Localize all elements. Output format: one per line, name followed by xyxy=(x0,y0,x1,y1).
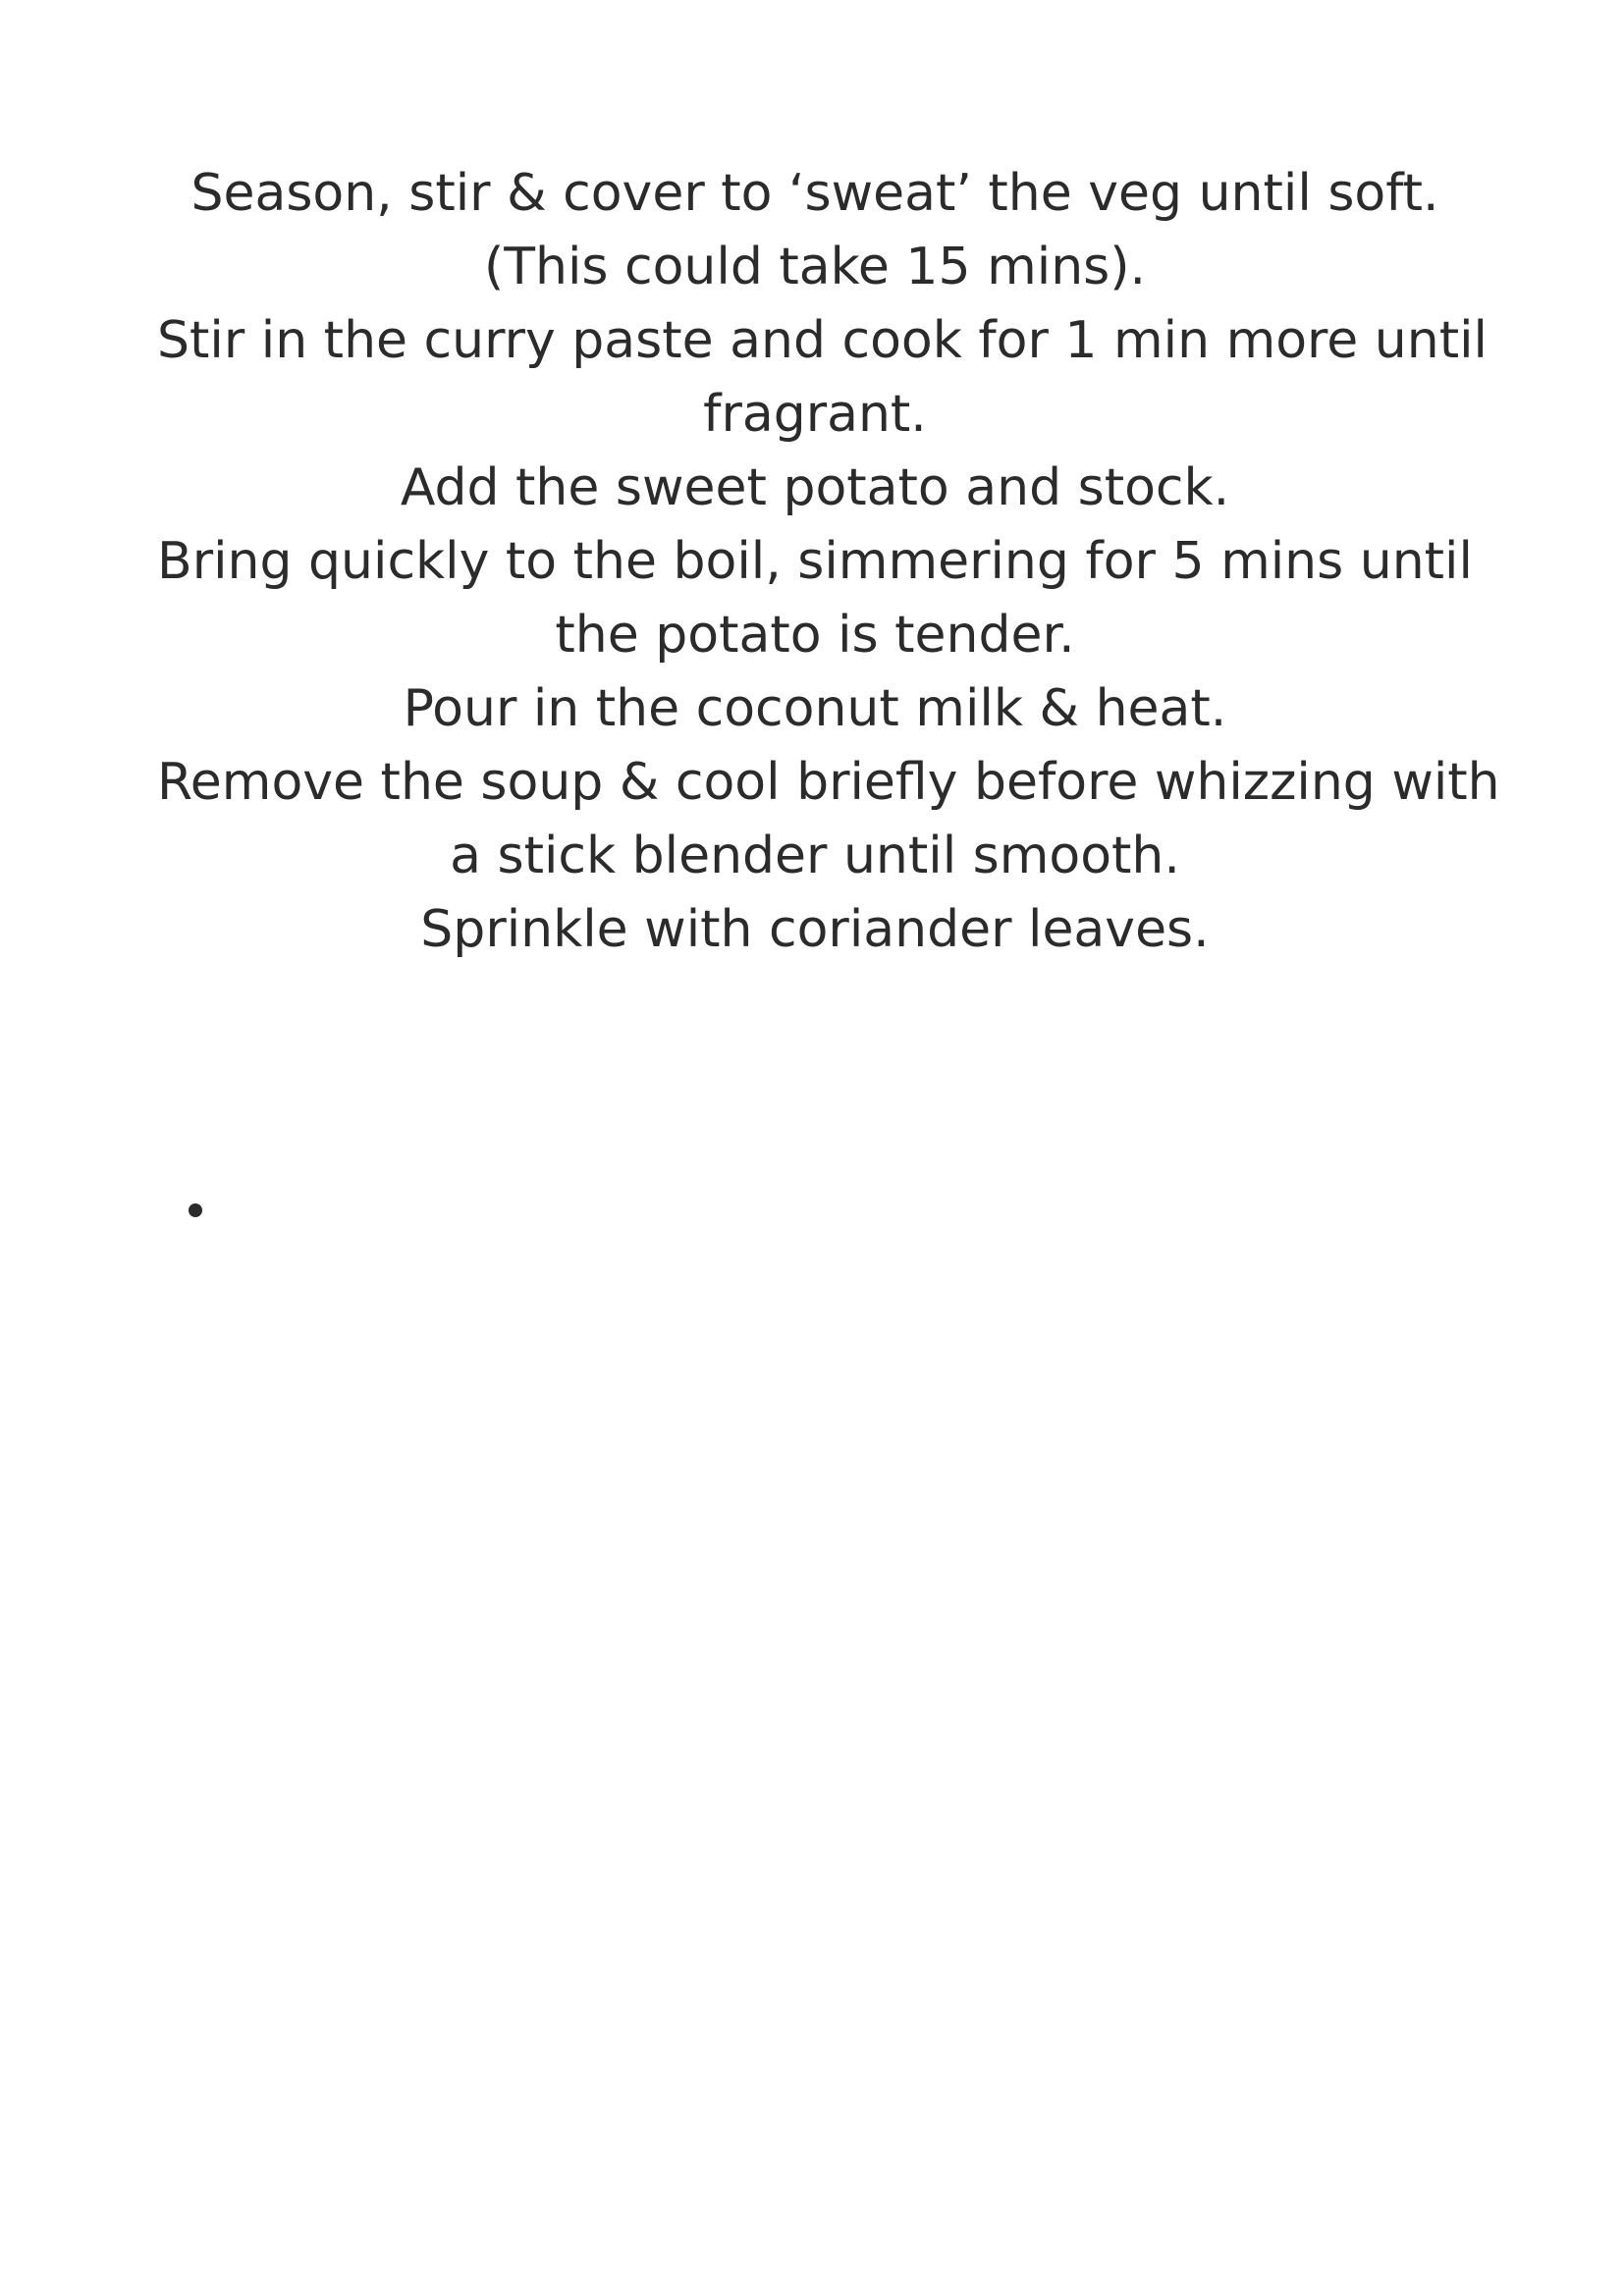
method-line: Add the sweet potato and stock. xyxy=(400,458,1230,517)
method-line: a stick blender until smooth. xyxy=(450,827,1180,885)
method-line: (This could take 15 mins). xyxy=(483,238,1147,296)
empty-bullet-point xyxy=(189,1203,202,1217)
method-line: Pour in the coconut milk & heat. xyxy=(403,679,1227,738)
method-line: Stir in the curry paste and cook for 1 min more until xyxy=(157,311,1488,370)
method-line: Remove the soup & cool briefly before whizzing with xyxy=(157,753,1500,812)
method-line: the potato is tender. xyxy=(555,606,1075,665)
method-line: Sprinkle with coriander leaves. xyxy=(420,900,1210,959)
recipe-method-text xyxy=(157,157,1500,967)
method-line: Bring quickly to the boil, simmering for 5 mins until xyxy=(157,532,1473,591)
method-line: Season, stir & cover to ‘sweat’ the veg until soft. xyxy=(190,164,1439,223)
method-line: fragrant. xyxy=(703,385,927,444)
